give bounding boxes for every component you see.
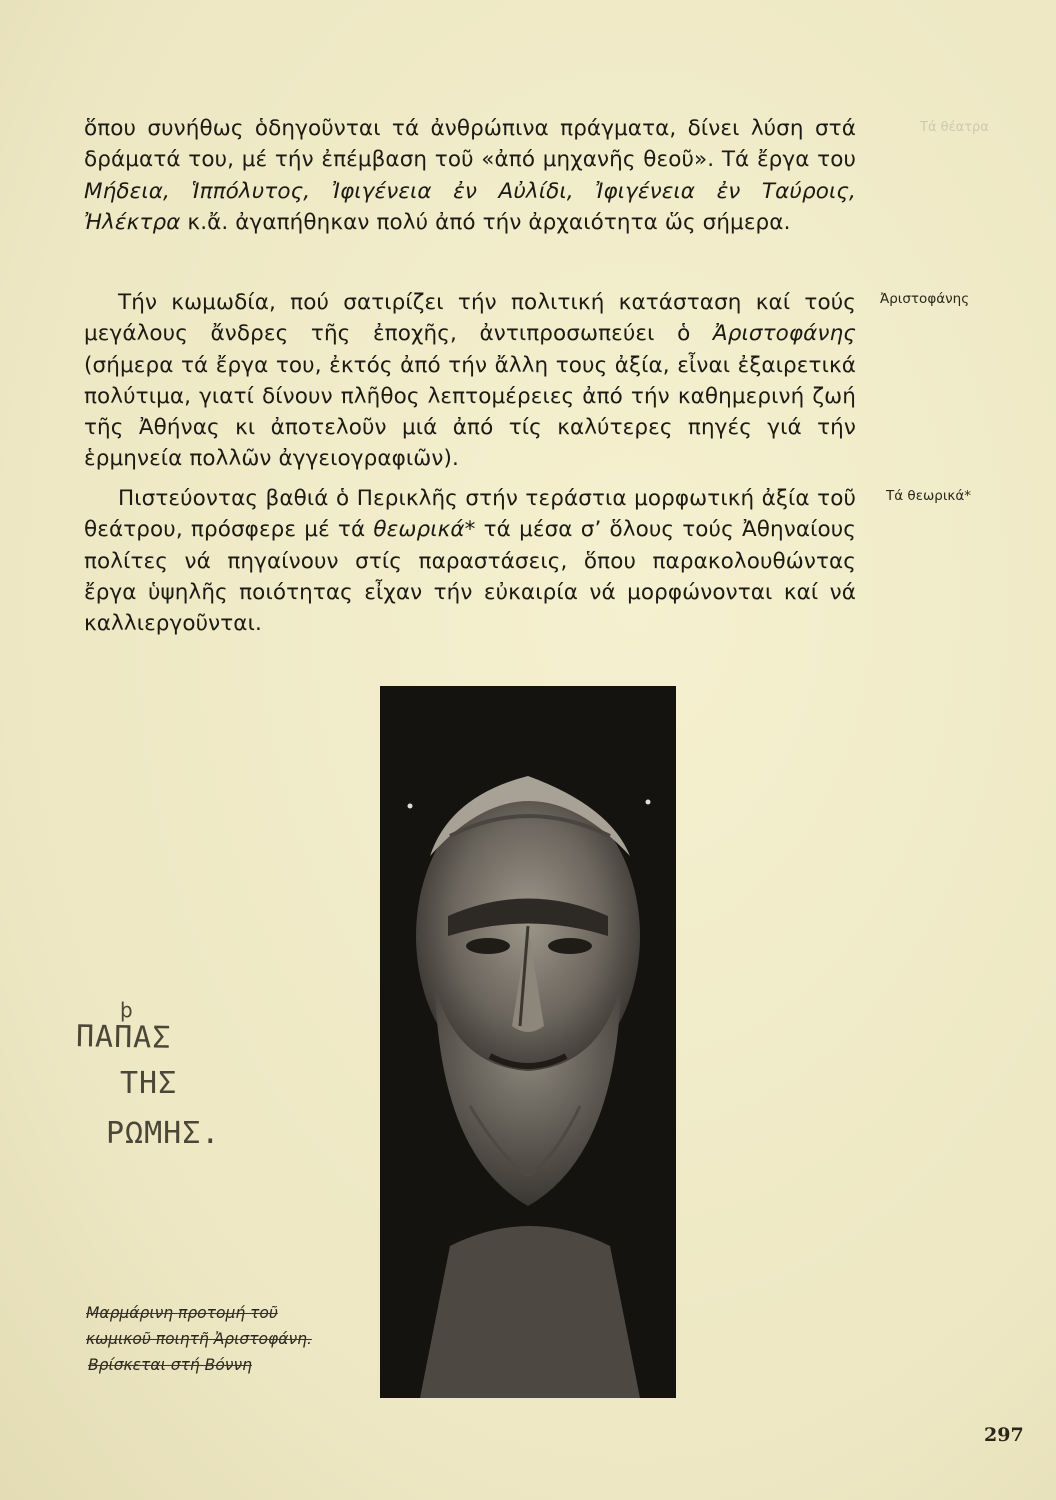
margin-note-theorika: Τά θεωρικά* xyxy=(886,488,972,504)
text-segment-italic: θεωρικά xyxy=(373,517,465,543)
handwritten-note-line: ΤΗΣ xyxy=(120,1066,178,1101)
text-segment: Τήν κωμωδία, πού σατιρίζει τήν πολιτική κατάσταση καί τούς μεγάλους ἄνδρες τῆς ἐποχῆς, ἀντιπροσωπεύει ὁ xyxy=(84,290,856,347)
text-segment: ὅπου συνήθως ὁδηγοῦνται τά ἀνθρώπινα πράγματα, δίνει λύση στά δράματά του, μέ τήν ἐπέμβαση τοῦ «ἀπό μηχανῆς θεοῦ». Τά ἔργα του xyxy=(84,116,856,173)
handwritten-note-line: ΡΩΜΗΣ. xyxy=(106,1116,221,1151)
bust-photograph xyxy=(380,686,676,1398)
marble-bust-image xyxy=(380,686,676,1398)
text-segment: Πιστεύοντας βαθιά ὁ Περικλῆς στήν τεράστια μορφωτική ἀξία τοῦ θεάτρου, πρόσφερε μέ τά xyxy=(84,486,856,543)
paragraph-theorika xyxy=(84,483,856,639)
caption-line: Βρίσκεται στή Βόννη xyxy=(88,1356,252,1374)
handwritten-note-line: ΠΑΠΑΣ xyxy=(75,1019,172,1056)
photo-caption xyxy=(86,1300,376,1378)
text-segment-italic: Μήδεια, Ἱππόλυτος, Ἰφιγένεια ἐν Αὐλίδι, Ἰφιγένεια ἐν Ταύροις, Ἠλέκτρα xyxy=(84,178,856,235)
paragraph-euripides xyxy=(84,113,856,238)
handwritten-mark: ϸ xyxy=(120,998,133,1022)
caption-line: κωμικοῦ ποιητῆ Ἀριστοφάνη. xyxy=(86,1330,312,1348)
text-segment-italic: Ἀριστοφάνης xyxy=(712,321,856,347)
text-segment: κ.ἄ. ἀγαπήθηκαν πολύ ἀπό τήν ἀρχαιότητα ὥς σήμερα. xyxy=(180,209,791,235)
margin-note-bleed: Τά θέατρα xyxy=(920,120,989,135)
page-number: 297 xyxy=(984,1424,1024,1446)
margin-note-aristophanes: Ἀριστοφάνης xyxy=(880,291,970,307)
caption-line: Μαρμάρινη προτομή τοῦ xyxy=(86,1304,278,1322)
paragraph-comedy xyxy=(84,287,856,475)
text-segment: * τά μέσα σ’ ὅλους τούς Ἀθηναίους πολίτες νά πηγαίνουν στίς παραστάσεις, ὅπου παρακολουθώντας ἔργα ὑψηλῆς ποιότητας εἶχαν τήν εὐκαιρία νά μορφώνονται καί νά καλλιεργοῦνται. xyxy=(84,517,856,637)
text-segment: (σήμερα τά ἔργα του, ἐκτός ἀπό τήν ἄλλη τους ἀξία, εἶναι ἐξαιρετικά πολύτιμα, γιατί δίνουν πλῆθος λεπτομέρειες ἀπό τήν καθημερινή ζωή τῆς Ἀθήνας κι ἀποτελοῦν μιά ἀπό τίς καλύτερες πηγές γιά τήν ἑρμηνεία πολλῶν ἀγγειογραφιῶν). xyxy=(84,352,856,472)
